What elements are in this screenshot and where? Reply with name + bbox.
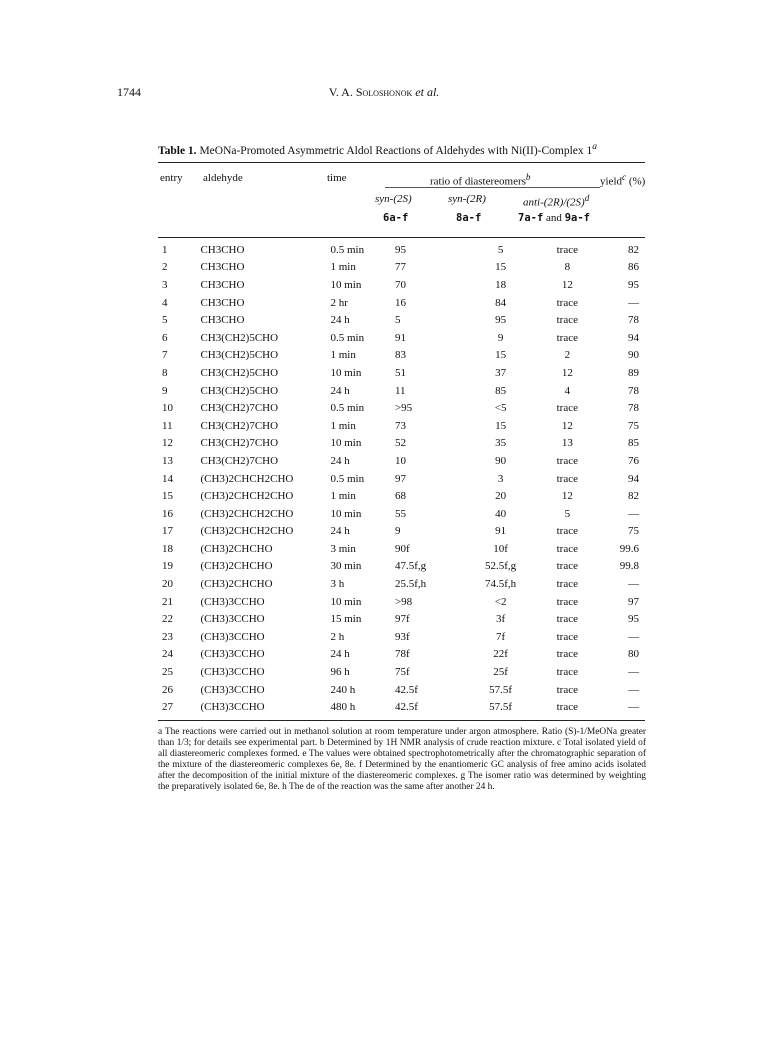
cell-syn2s: 97f [394, 613, 410, 626]
table-row [158, 558, 645, 576]
cell-entry: 4 [162, 296, 168, 309]
cell-entry: 2 [162, 261, 168, 274]
table-top-rule [158, 162, 645, 163]
cell-anti: 12 [561, 278, 573, 291]
table-caption-text: MeONa-Promoted Asymmetric Aldol Reactions of Aldehydes with Ni(II)-Complex 1 [199, 144, 593, 157]
cell-syn2r: 35 [495, 437, 507, 450]
cell-syn2r: 40 [495, 507, 507, 520]
cell-aldehyde: CH3(CH2)7CHO [200, 437, 279, 450]
cell-aldehyde: CH3(CH2)7CHO [200, 419, 279, 432]
cell-syn2r: <5 [494, 402, 507, 415]
col-header-aldehyde: aldehyde [203, 172, 243, 184]
cell-anti: trace [556, 613, 578, 626]
cell-syn2s: 16 [394, 296, 406, 309]
cell-aldehyde: (CH3)2CHCH2CHO [200, 472, 294, 485]
table-row [158, 417, 645, 435]
cell-entry: 5 [162, 314, 168, 327]
cell-entry: 26 [162, 683, 173, 696]
cell-yield: 99.6 [619, 542, 639, 555]
col-header-entry: entry [160, 172, 183, 184]
cell-entry: 22 [162, 613, 173, 626]
cell-entry: 23 [162, 630, 173, 643]
table-row [158, 646, 645, 664]
cell-aldehyde: (CH3)3CCHO [200, 648, 265, 661]
compound-label-8: 8a-f [456, 212, 482, 224]
cell-yield: — [628, 578, 639, 591]
table-row [158, 470, 645, 488]
cell-entry: 20 [162, 578, 173, 591]
cell-aldehyde: CH3(CH2)5CHO [200, 366, 279, 379]
table-bottom-rule [158, 720, 645, 721]
cell-entry: 12 [162, 437, 173, 450]
cell-syn2s: 10 [394, 454, 406, 467]
cell-syn2r: 15 [495, 261, 507, 274]
cell-syn2r: 3f [496, 613, 506, 626]
cell-anti: 4 [564, 384, 571, 397]
cell-time: 0.5 min [330, 331, 365, 344]
cell-anti: 12 [561, 419, 573, 432]
cell-anti: trace [556, 243, 578, 256]
cell-anti: 8 [564, 261, 571, 274]
table-row [158, 610, 645, 628]
cell-yield: 76 [628, 454, 639, 467]
cell-syn2s: 25.5f,h [394, 578, 427, 591]
cell-yield: 86 [628, 261, 639, 274]
table-row [158, 593, 645, 611]
cell-time: 3 min [330, 542, 356, 555]
col-header-syn-2r: syn-(2R) [448, 193, 486, 205]
cell-syn2r: 9 [497, 331, 504, 344]
cell-syn2s: 78f [394, 648, 410, 661]
cell-syn2r: <2 [494, 595, 507, 608]
cell-yield: 95 [628, 278, 639, 291]
cell-syn2s: >98 [394, 595, 413, 608]
cell-yield: — [628, 507, 639, 520]
cell-time: 24 h [330, 648, 350, 661]
cell-aldehyde: (CH3)3CCHO [200, 666, 265, 679]
cell-entry: 18 [162, 542, 173, 555]
cell-syn2s: 95 [394, 243, 406, 256]
cell-entry: 9 [162, 384, 168, 397]
table-row [158, 663, 645, 681]
cell-yield: — [628, 683, 639, 696]
table-row [158, 487, 645, 505]
cell-syn2r: 3 [497, 472, 504, 485]
cell-time: 2 h [330, 630, 345, 643]
compound-label-6: 6a-f [383, 212, 409, 224]
cell-anti: trace [556, 578, 578, 591]
cell-entry: 8 [162, 366, 168, 379]
cell-entry: 11 [162, 419, 173, 432]
footnote-text: a The reactions were carried out in methanol solution at room temperature under argon atmosphere. Ratio (S)-1/MeONa greater than 1/3; for details see experimental part. b Determined by 1H NMR analysis of crude reaction mixture. c Total isolated yield of all diastereomeric complexes formed. e The values were obtained spectrophotometrically after the chromatographic separation of the mixture of the diastereomeric complexes 6e, 8e. f Determined by the enantiomeric GC analysis of free amino acids isolated after the decomposition of the initial mixture of the diastereomeric complexes. g The isomer ratio was determined by weighting the preparatively isolated 6e, 8e. h The de of the reaction was the same after another 24 h. [158, 727, 646, 792]
cell-syn2r: 22f [493, 648, 508, 661]
table-row [158, 435, 645, 453]
cell-entry: 17 [162, 525, 173, 538]
cell-entry: 7 [162, 349, 168, 362]
aldol-results-table [158, 237, 645, 716]
cell-aldehyde: (CH3)2CHCHO [200, 560, 273, 573]
cell-syn2r: 74.5f,h [485, 578, 517, 591]
cell-syn2r: 84 [495, 296, 507, 309]
cell-entry: 27 [162, 701, 173, 714]
cell-time: 0.5 min [330, 472, 365, 485]
cell-syn2r: 5 [497, 243, 504, 256]
cell-yield: 90 [628, 349, 639, 362]
cell-entry: 13 [162, 454, 173, 467]
cell-syn2r: 20 [495, 490, 507, 503]
table-row [158, 628, 645, 646]
cell-time: 24 h [330, 454, 350, 467]
cell-anti: trace [556, 296, 578, 309]
cell-aldehyde: (CH3)3CCHO [200, 701, 265, 714]
table-caption [158, 141, 597, 157]
ratio-span-rule [385, 187, 600, 188]
cell-time: 3 h [330, 578, 345, 591]
cell-anti: trace [556, 454, 578, 467]
table-row [158, 329, 645, 347]
cell-syn2r: 15 [495, 349, 507, 362]
cell-aldehyde: CH3(CH2)7CHO [200, 454, 279, 467]
cell-syn2s: 9 [394, 525, 401, 538]
cell-time: 10 min [330, 595, 362, 608]
col-header-time: time [327, 172, 347, 184]
cell-yield: 78 [628, 314, 639, 327]
cell-syn2s: 68 [394, 490, 406, 503]
col-header-anti-label: anti-(2R)/(2S) [523, 196, 585, 209]
cell-syn2r: 91 [495, 525, 507, 538]
cell-entry: 16 [162, 507, 173, 520]
cell-syn2s: 77 [394, 261, 406, 274]
cell-aldehyde: (CH3)2CHCH2CHO [200, 525, 294, 538]
cell-time: 1 min [330, 490, 356, 503]
cell-aldehyde: CH3CHO [200, 296, 245, 309]
cell-anti: trace [556, 630, 578, 643]
cell-aldehyde: CH3CHO [200, 278, 245, 291]
cell-aldehyde: (CH3)2CHCH2CHO [200, 507, 294, 520]
running-head-etal: et al. [415, 85, 440, 99]
cell-anti: trace [556, 525, 578, 538]
cell-time: 24 h [330, 525, 350, 538]
table-row [158, 575, 645, 593]
col-header-anti-mark: d [584, 193, 590, 203]
cell-time: 96 h [330, 666, 350, 679]
cell-aldehyde: CH3(CH2)5CHO [200, 331, 279, 344]
cell-syn2s: >95 [394, 402, 413, 415]
table-row [158, 505, 645, 523]
cell-syn2s: 90f [394, 542, 410, 555]
col-header-yield-unit: (%) [626, 175, 646, 188]
cell-entry: 19 [162, 560, 173, 573]
table-row [158, 681, 645, 699]
cell-yield: 99.8 [619, 560, 639, 573]
col-header-yield-label: yield [600, 175, 622, 188]
cell-anti: 2 [564, 349, 571, 362]
cell-yield: — [628, 296, 639, 309]
table-row [158, 259, 645, 277]
cell-syn2s: 11 [394, 384, 406, 397]
cell-anti: trace [556, 560, 578, 573]
cell-time: 24 h [330, 384, 350, 397]
cell-syn2s: 51 [394, 366, 406, 379]
running-head-author: V. A. Soloshonok [328, 85, 413, 99]
cell-aldehyde: CH3(CH2)7CHO [200, 402, 279, 415]
col-header-yield [600, 172, 645, 188]
cell-entry: 1 [162, 243, 168, 256]
cell-anti: trace [556, 701, 578, 714]
cell-syn2s: 75f [394, 666, 410, 679]
cell-aldehyde: CH3CHO [200, 243, 245, 256]
cell-aldehyde: CH3CHO [200, 314, 245, 327]
cell-time: 0.5 min [330, 243, 365, 256]
cell-time: 10 min [330, 278, 362, 291]
table-row [158, 294, 645, 312]
cell-time: 10 min [330, 437, 362, 450]
cell-aldehyde: (CH3)2CHCH2CHO [200, 490, 294, 503]
cell-syn2r: 15 [495, 419, 507, 432]
cell-time: 2 hr [330, 296, 348, 309]
cell-anti: trace [556, 666, 578, 679]
cell-aldehyde: (CH3)2CHCHO [200, 542, 273, 555]
cell-syn2r: 85 [495, 384, 507, 397]
table-row [158, 540, 645, 558]
compound-label-and: and [543, 212, 565, 224]
compound-label-9: 9a-f [564, 212, 590, 224]
cell-syn2r: 18 [495, 278, 507, 291]
cell-time: 1 min [330, 261, 356, 274]
cell-time: 1 min [330, 419, 356, 432]
compound-label-7-9 [518, 212, 590, 224]
cell-entry: 15 [162, 490, 173, 503]
table-row [158, 399, 645, 417]
table-caption-label: Table 1. [158, 144, 197, 157]
cell-syn2r: 10f [493, 542, 508, 555]
table-row [158, 523, 645, 541]
table-row [158, 452, 645, 470]
cell-aldehyde: (CH3)3CCHO [200, 630, 265, 643]
cell-yield: 97 [628, 595, 639, 608]
cell-anti: 12 [561, 366, 573, 379]
cell-time: 24 h [330, 314, 350, 327]
cell-entry: 10 [162, 402, 173, 415]
cell-anti: trace [556, 402, 578, 415]
cell-syn2s: 52 [394, 437, 406, 450]
cell-anti: trace [556, 648, 578, 661]
table-row [158, 364, 645, 382]
cell-syn2r: 57.5f [489, 683, 513, 696]
cell-yield: 80 [628, 648, 639, 661]
cell-yield: 89 [628, 366, 639, 379]
cell-anti: trace [556, 314, 578, 327]
cell-syn2s: 73 [394, 419, 406, 432]
cell-syn2r: 7f [496, 630, 506, 643]
cell-anti: 13 [561, 437, 573, 450]
cell-aldehyde: (CH3)3CCHO [200, 683, 265, 696]
cell-syn2r: 57.5f [489, 701, 513, 714]
cell-yield: 78 [628, 402, 639, 415]
table-row [158, 698, 645, 716]
cell-syn2s: 42.5f [394, 701, 418, 714]
page-number: 1744 [117, 85, 141, 99]
cell-aldehyde: (CH3)3CCHO [200, 613, 265, 626]
cell-entry: 14 [162, 472, 173, 485]
cell-syn2s: 83 [394, 349, 406, 362]
cell-syn2r: 37 [495, 366, 507, 379]
cell-anti: 5 [564, 507, 571, 520]
cell-anti: trace [556, 331, 578, 344]
table-caption-mark: a [592, 141, 598, 152]
cell-time: 1 min [330, 349, 356, 362]
cell-time: 10 min [330, 507, 362, 520]
cell-aldehyde: CH3CHO [200, 261, 245, 274]
cell-entry: 3 [162, 278, 168, 291]
cell-syn2s: 93f [394, 630, 410, 643]
cell-anti: 12 [561, 490, 573, 503]
cell-time: 0.5 min [330, 402, 365, 415]
cell-yield: 95 [628, 613, 639, 626]
col-header-ratio-label: ratio of diastereomers [430, 175, 526, 188]
cell-anti: trace [556, 542, 578, 555]
cell-aldehyde: (CH3)3CCHO [200, 595, 265, 608]
cell-syn2s: 47.5f,g [394, 560, 427, 573]
cell-entry: 6 [162, 331, 168, 344]
cell-syn2s: 42.5f [394, 683, 418, 696]
col-header-ratio-mark: b [525, 172, 531, 182]
cell-yield: — [628, 666, 639, 679]
cell-syn2r: 95 [495, 314, 507, 327]
col-header-yield-mark: c [622, 172, 627, 182]
cell-syn2s: 5 [394, 314, 401, 327]
cell-time: 10 min [330, 366, 362, 379]
cell-time: 30 min [330, 560, 362, 573]
cell-anti: trace [556, 683, 578, 696]
cell-syn2s: 55 [394, 507, 406, 520]
compound-label-7: 7a-f [518, 212, 544, 224]
cell-entry: 25 [162, 666, 173, 679]
cell-yield: 82 [628, 243, 639, 256]
running-head [0, 85, 768, 100]
cell-anti: trace [556, 595, 578, 608]
cell-yield: 75 [628, 419, 639, 432]
cell-syn2s: 97 [394, 472, 406, 485]
col-header-syn-2s: syn-(2S) [375, 193, 412, 205]
table-row [158, 237, 645, 259]
cell-aldehyde: (CH3)2CHCHO [200, 578, 273, 591]
table-row [158, 276, 645, 294]
table-row [158, 311, 645, 329]
cell-syn2r: 90 [495, 454, 507, 467]
cell-yield: 82 [628, 490, 639, 503]
col-header-anti [523, 193, 589, 209]
cell-yield: 75 [628, 525, 639, 538]
cell-time: 15 min [330, 613, 362, 626]
cell-syn2r: 25f [493, 666, 508, 679]
table-footnotes [158, 727, 646, 793]
table-body [158, 237, 645, 716]
cell-syn2s: 70 [394, 278, 406, 291]
table-row [158, 347, 645, 365]
cell-yield: 85 [628, 437, 639, 450]
cell-aldehyde: CH3(CH2)5CHO [200, 349, 279, 362]
cell-yield: 94 [628, 472, 639, 485]
cell-entry: 21 [162, 595, 173, 608]
cell-yield: 78 [628, 384, 639, 397]
table-row [158, 382, 645, 400]
col-header-ratio [430, 172, 530, 188]
cell-yield: 94 [628, 331, 639, 344]
cell-syn2s: 91 [394, 331, 406, 344]
cell-anti: trace [556, 472, 578, 485]
cell-syn2r: 52.5f,g [485, 560, 517, 573]
cell-aldehyde: CH3(CH2)5CHO [200, 384, 279, 397]
cell-yield: — [628, 630, 639, 643]
cell-entry: 24 [162, 648, 173, 661]
cell-time: 480 h [330, 701, 356, 714]
cell-yield: — [628, 701, 639, 714]
cell-time: 240 h [330, 683, 356, 696]
